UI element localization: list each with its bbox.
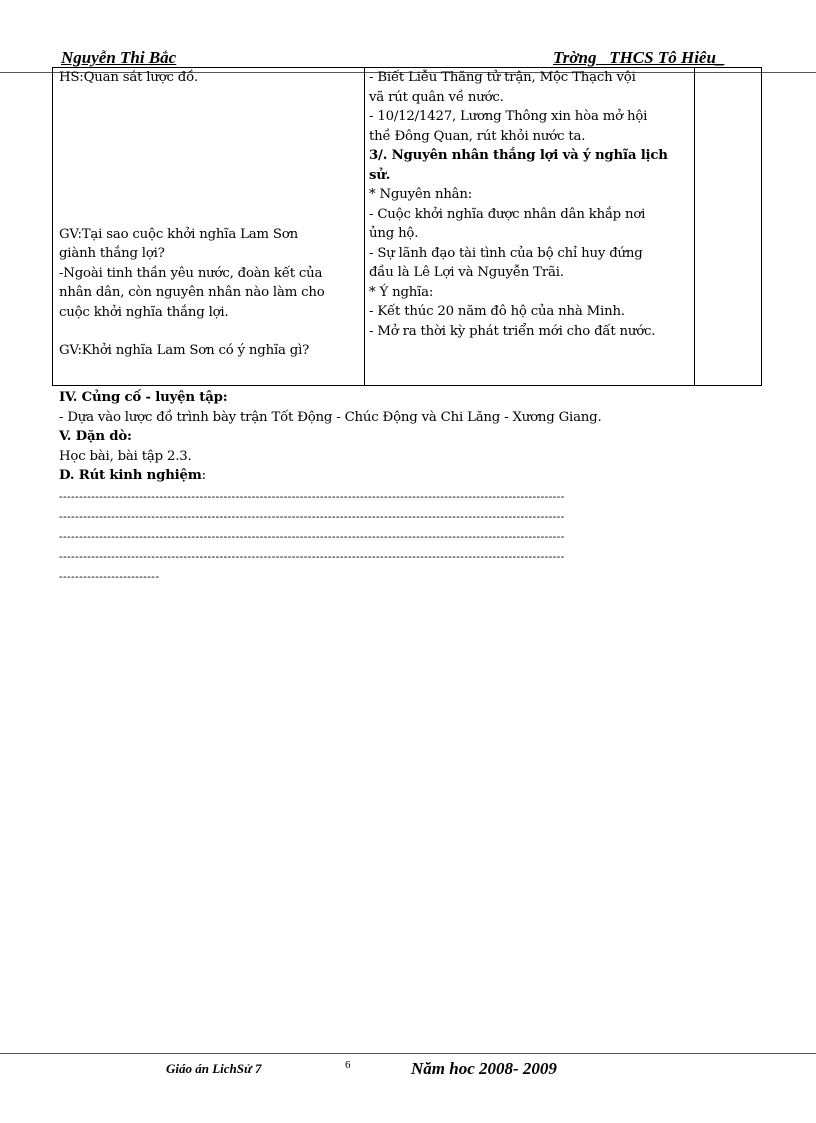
experience-colon: : [201, 468, 206, 483]
column-divider [694, 68, 695, 385]
content-line: thề Đông Quan, rút khỏi nước ta. [369, 128, 586, 144]
left-line: HS:Quan sát lược đồ. [59, 70, 199, 85]
content-line: - Sự lãnh đạo tài tình của bộ chỉ huy đứng [369, 245, 643, 261]
footer-subject: Giáo án LichSử 7 [166, 1061, 262, 1076]
content-heading: sử. [369, 167, 391, 183]
left-line: -Ngoài tinh thần yêu nước, đoàn kết của [59, 265, 323, 281]
content-line: vã rút quân về nước. [369, 89, 504, 105]
notes-line: ------------------------------------------------------------------------------------------------------------------------------ [59, 511, 565, 523]
column-divider [364, 68, 365, 385]
content-line: * Nguyên nhân: [369, 187, 473, 202]
notes-line: ------------------------------------------------------------------------------------------------------------------------------ [59, 491, 565, 503]
author-name: Nguyễn Thi Bắc [61, 48, 177, 67]
left-line: giành thắng lợi? [59, 246, 165, 261]
content-line: - Mở ra thời kỳ phát triển mới cho đất nước. [369, 323, 656, 339]
lesson-table [52, 67, 762, 386]
homework-text: Học bài, bài tập 2.3. [59, 449, 192, 464]
content-line: ủng hộ. [369, 226, 419, 241]
review-text: - Dựa vào lược đồ trình bày trận Tốt Động - Chúc Động và Chi Lăng - Xương Giang. [59, 410, 602, 425]
notes-line: ------------------------- [59, 571, 160, 583]
school-name: Trờng THCS Tô Hiêu_ [553, 48, 725, 67]
left-line: GV:Tại sao cuộc khởi nghĩa Lam Sơn [59, 226, 298, 242]
content-line: đầu là Lê Lợi và Nguyễn Trãi. [369, 265, 564, 280]
notes-line: ------------------------------------------------------------------------------------------------------------------------------ [59, 551, 565, 563]
footer-year: Năm hoc 2008- 2009 [411, 1059, 557, 1078]
left-line: GV:Khởi nghĩa Lam Sơn có ý nghĩa gì? [59, 343, 310, 358]
content-line: - Kết thúc 20 năm đô hộ của nhà Minh. [369, 304, 625, 319]
content-heading: 3/. Nguyên nhân thắng lợi và ý nghĩa lịch [369, 148, 668, 163]
notes-line: ------------------------------------------------------------------------------------------------------------------------------ [59, 531, 565, 543]
left-line: nhân dân, còn nguyên nhân nào làm cho [59, 285, 325, 300]
teacher-student-activities [59, 68, 325, 361]
content-line: - Cuộc khởi nghĩa được nhân dân khắp nơi [369, 206, 646, 222]
homework-heading: V. Dặn dò: [59, 429, 132, 444]
experience-heading [59, 466, 206, 486]
lesson-content [369, 68, 668, 341]
footer-rule [0, 1053, 816, 1054]
experience-title: D. Rút kinh nghiệm [59, 468, 202, 483]
left-line: cuộc khởi nghĩa thắng lợi. [59, 304, 229, 320]
review-heading: IV. Củng cố - luyện tập: [59, 390, 228, 405]
page-number: 6 [345, 1059, 351, 1071]
content-line: - Biết Liễu Thăng tử trận, Mộc Thạch vội [369, 70, 636, 85]
content-line: * Ý nghĩa: [369, 284, 434, 300]
content-line: - 10/12/1427, Lương Thông xin hòa mở hội [369, 109, 648, 124]
